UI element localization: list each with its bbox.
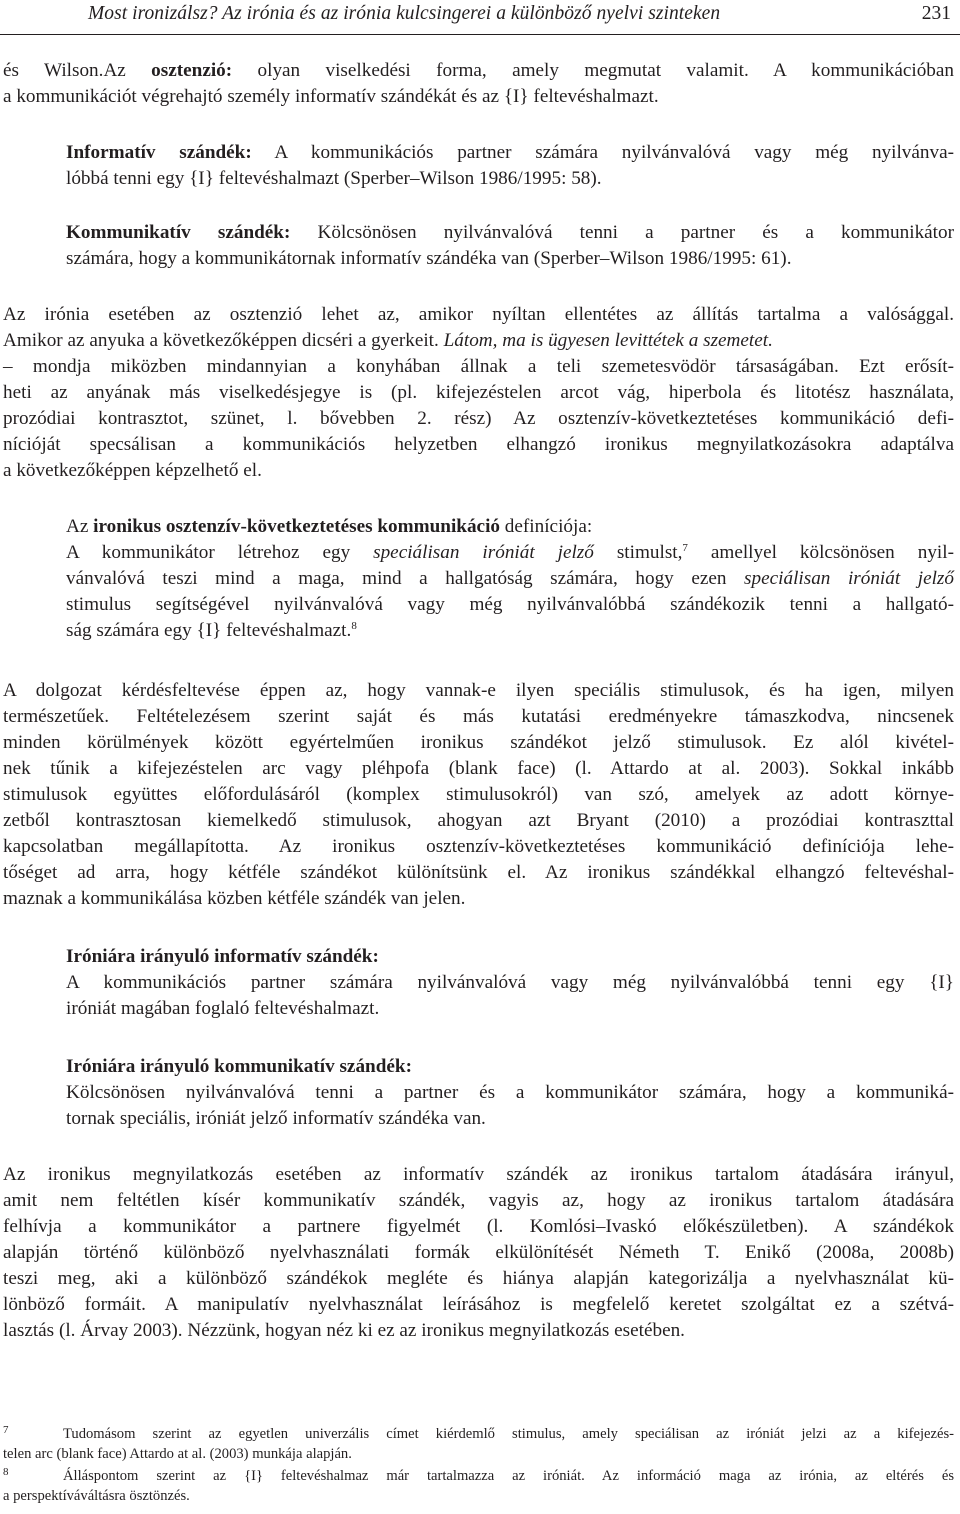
footnote-7	[3, 1424, 954, 1444]
definition-term: Informatív szándék:	[66, 142, 252, 163]
body-line: stimulus segítségével nyilvánvalóvá vagy még nyilvánvalóbbá szándékozik tenni a hallgató-	[66, 594, 954, 615]
body-line: számára, hogy a kommunikátornak informatív szándéka van (Sperber–Wilson 1986/1995: 61).	[66, 248, 792, 269]
body-line: lasztás (l. Árvay 2003). Nézzünk, hogyan néz ki ez az ironikus megnyilatkozás esetében.	[3, 1320, 685, 1341]
body-line: természetűek. Feltételezésem szerint saját és más kutatási eredményekre támaszkodva, nincsenek	[3, 706, 954, 727]
footnote-8	[3, 1466, 954, 1486]
text: A kommunikátor létrehoz egy	[66, 542, 374, 563]
body-line: nek tűnik a kifejezéstelen arc vagy pléhpofa (blank face) (l. Attardo at al. 2003). Sokkal inkább	[3, 758, 954, 779]
body-line	[3, 328, 954, 354]
text: definíciója:	[500, 516, 593, 537]
body-line: heti az anyának más viselkedésjegye is (pl. kifejezéstelen arcot vág, hiperbola és litotész használata,	[3, 382, 954, 403]
text: Az	[66, 516, 94, 537]
body-line: alapján történő különböző nyelvhasználati formák elkülönítését Németh T. Enikő (2008a, 2008b)	[3, 1242, 954, 1263]
body-line: tőséget ad arra, hogy kétféle szándékot különítsünk el. Az ironikus szándékkal elhangzó feltevéshal-	[3, 862, 954, 883]
body-line: tornak speciális, iróniát jelző informatív szándéka van.	[66, 1108, 486, 1129]
definition-kommunikativ	[66, 220, 954, 246]
footnote-ref-8[interactable]: 8	[351, 620, 357, 632]
text: és Wilson.Az	[3, 60, 152, 81]
text: ság számára egy {I} feltevéshalmazt.	[66, 620, 352, 641]
text: amellyel kölcsönösen nyil-	[687, 542, 954, 563]
body-line: stimulusok együttes előfordulásáról (komplex stimulusokról) van szó, amelyek az adott környe-	[3, 784, 954, 805]
body-line: teszi meg, aki a különböző szándékok megléte és hiánya alapján kategorizálja a nyelvhasználat kü-	[3, 1268, 954, 1289]
definition-term: Iróniára irányuló informatív szándék:	[66, 946, 379, 967]
body-line: Kölcsönösen nyilvánvalóvá tenni a partner és a kommunikátor számára, hogy a kommuniká-	[66, 1082, 954, 1103]
definition-title	[66, 944, 954, 970]
text: Tudomásom szerint az egyetlen univerzális címet kiérdemlő stimulus, amely speciálisan az iróniát jelzi az a kifejezés-	[63, 1426, 954, 1442]
body-line: lóbbá tenni egy {I} feltevéshalmazt (Sperber–Wilson 1986/1995: 58).	[66, 168, 602, 189]
body-line: A kommunikációs partner számára nyilvánvalóvá vagy még nyilvánvalóbbá tenni egy {I}	[66, 972, 954, 993]
definition-term: Iróniára irányuló kommunikatív szándék:	[66, 1056, 412, 1077]
body-line: Az irónia esetében az osztenzió lehet az, amikor nyíltan ellentétes az állítás tartalma a valósággal.	[3, 304, 954, 325]
text: Álláspontom szerint az {I} feltevéshalmaz már tartalmazza az iróniát. Az információ maga az irónia, az eltérés és	[63, 1468, 954, 1484]
body-line: – mondja miközben mindannyian a konyhában állnak a teli szemetesvödör társaságában. Ezt erősít-	[3, 356, 954, 377]
definition-ironikus	[66, 514, 954, 540]
body-line: felhívja a kommunikátor a partnere figyelmét (l. Komlósi–Ivaskó előkészületben). A szándékok	[3, 1216, 954, 1237]
text: Amikor az anyuka a következőképpen dicséri a gyerkeit.	[3, 330, 444, 351]
body-line	[66, 566, 954, 592]
body-line	[3, 58, 954, 84]
definition-term: ironikus osztenzív-következtetéses kommunikáció	[93, 516, 500, 537]
definition-informativ	[66, 140, 954, 166]
definition-term: Kommunikatív szándék:	[66, 222, 291, 243]
text: olyan viselkedési forma, amely megmutat valamit. A kommunikációban	[232, 60, 954, 81]
body-line	[66, 618, 954, 644]
body-line: A dolgozat kérdésfeltevése éppen az, hogy vannak-e ilyen speciális stimulusok, és ha igen, milyen	[3, 680, 954, 701]
text: Kölcsönösen nyilvánvalóvá tenni a partner és a kommunikátor	[290, 222, 954, 243]
text: vánvalóvá teszi mind a maga, mind a hallgatóság számára, hogy ezen	[66, 568, 745, 589]
body-line: nícióját specsálisan a kommunikációs helyzetben elhangzó ironikus megnyilatkozásokra adaptálva	[3, 434, 954, 455]
body-line: a kommunikációt végrehajtó személy informatív szándékát és az {I} feltevéshalmazt.	[3, 86, 659, 107]
example-quote: Látom, ma is ügyesen levittétek a szemetet.	[443, 330, 773, 351]
body-line: a következőképpen képzelhető el.	[3, 460, 262, 481]
term-osztenzio: osztenzió:	[151, 60, 233, 81]
emphasis: speciálisan iróniát jelző	[373, 542, 594, 563]
body-line: prozódiai kontrasztot, szünet, l. bővebben 2. rész) Az osztenzív-következtetéses kommunikáció defi-	[3, 408, 954, 429]
body-line: iróniát magában foglaló feltevéshalmazt.	[66, 998, 380, 1019]
page-number: 231	[921, 3, 951, 24]
text: A kommunikációs partner számára nyilvánvalóvá vagy még nyilvánva-	[251, 142, 955, 163]
body-line: lönböző formáit. A manipulatív nyelvhasználat leírásához is megfelelő keretet szolgáltat ez a szétvá-	[3, 1294, 954, 1315]
body-line: amit nem feltétlen kísér kommunikatív szándék, vagyis az, hogy az ironikus tartalom átadására	[3, 1190, 954, 1211]
footnote-mark: 7	[3, 1424, 9, 1436]
body-line: Az ironikus megnyilatkozás esetében az informatív szándék az ironikus tartalom átadására irányul,	[3, 1164, 954, 1185]
footnote-mark: 8	[3, 1466, 9, 1478]
body-line: maznak a kommunikálása közben kétféle szándék van jelen.	[3, 888, 466, 909]
footnote-7-cont: telen arc (blank face) Attardo at al. (2003) munkája alapján.	[3, 1446, 352, 1462]
text: stimulst,	[593, 542, 683, 563]
footnote-ref-7[interactable]: 7	[682, 542, 688, 554]
running-head: Most ironizálsz? Az irónia és az irónia kulcsingerei a különböző nyelvi szinteken	[88, 3, 721, 24]
definition-title	[66, 1054, 954, 1080]
page-header	[0, 0, 960, 35]
body-line	[66, 540, 954, 566]
body-line: zetből kontrasztosan kiemelkedő stimulusok, ahogyan azt Bryant (2010) a prozódiai kontraszttal	[3, 810, 954, 831]
body-line: kapcsolatban megállapította. Az ironikus osztenzív-következtetéses kommunikáció definíciója lehe-	[3, 836, 954, 857]
body-line: minden körülmények között egyértelműen ironikus szándékot jelző stimulusok. Ez alól kivétel-	[3, 732, 954, 753]
emphasis: speciálisan iróniát jelző	[744, 568, 954, 589]
footnote-8-cont: a perspektíváváltásra ösztönzés.	[3, 1488, 190, 1504]
